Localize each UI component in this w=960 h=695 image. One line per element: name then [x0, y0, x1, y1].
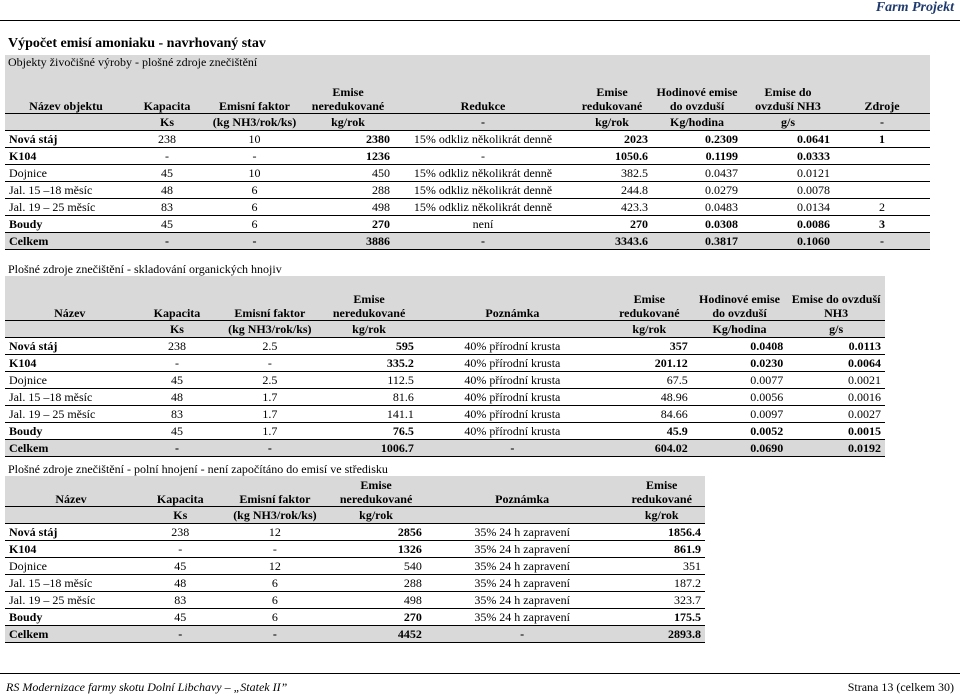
value-cell: 540: [326, 558, 426, 575]
value-cell: 0.0052: [692, 423, 788, 440]
total-value: -: [426, 626, 619, 643]
total-value: 2893.8: [618, 626, 705, 643]
value-cell: 423.3: [572, 199, 652, 216]
column-header: Emise do ovzduší NH3: [787, 276, 885, 321]
total-value: -: [135, 440, 220, 457]
total-value: -: [834, 233, 930, 250]
total-value: -: [207, 233, 302, 250]
value-cell: 1: [834, 131, 930, 148]
column-header: Název objektu: [5, 69, 127, 114]
column-header: Redukce: [394, 69, 572, 114]
value-cell: 3: [834, 216, 930, 233]
total-value: 1006.7: [320, 440, 418, 457]
column-header: Emise redukované: [618, 476, 705, 507]
value-cell: 81.6: [320, 389, 418, 406]
value-cell: 10: [207, 131, 302, 148]
value-cell: 0.0027: [787, 406, 885, 423]
column-header: Hodinové emise do ovzduší: [652, 69, 742, 114]
value-cell: 0.0077: [692, 372, 788, 389]
value-cell: 48: [135, 389, 220, 406]
value-cell: 270: [302, 216, 394, 233]
row-name-cell: Jal. 15 –18 měsíc: [5, 182, 127, 199]
row-name-cell: K104: [5, 355, 135, 372]
unit-cell: (kg NH3/rok/ks): [224, 507, 327, 524]
footer-rule: [0, 673, 960, 674]
value-cell: 12: [224, 558, 327, 575]
value-cell: 1326: [326, 541, 426, 558]
row-name-cell: Nová stáj: [5, 338, 135, 355]
unit-cell: -: [394, 114, 572, 131]
column-header: Hodinové emise do ovzduší: [692, 276, 788, 321]
value-cell: -: [135, 355, 220, 372]
row-name-cell: Jal. 19 – 25 měsíc: [5, 199, 127, 216]
total-value: -: [137, 626, 224, 643]
total-value: -: [219, 440, 320, 457]
value-cell: 450: [302, 165, 394, 182]
value-cell: -: [224, 541, 327, 558]
value-cell: 0.0021: [787, 372, 885, 389]
value-cell: 238: [127, 131, 207, 148]
value-cell: 2380: [302, 131, 394, 148]
unit-cell: kg/rok: [618, 507, 705, 524]
value-cell: 2023: [572, 131, 652, 148]
unit-cell: kg/rok: [320, 321, 418, 338]
value-cell: 0.0016: [787, 389, 885, 406]
value-cell: 0.1199: [652, 148, 742, 165]
value-cell: 0.0408: [692, 338, 788, 355]
value-cell: 270: [572, 216, 652, 233]
value-cell: 15% odkliz několikrát denně: [394, 165, 572, 182]
unit-cell: (kg NH3/rok/ks): [219, 321, 320, 338]
value-cell: 2.5: [219, 338, 320, 355]
value-cell: 35% 24 h zapravení: [426, 541, 619, 558]
total-value: -: [418, 440, 607, 457]
value-cell: 6: [224, 609, 327, 626]
table-row: [5, 165, 930, 182]
value-cell: 67.5: [607, 372, 692, 389]
value-cell: 10: [207, 165, 302, 182]
value-cell: 0.0064: [787, 355, 885, 372]
row-name-cell: Dojnice: [5, 558, 137, 575]
value-cell: 83: [127, 199, 207, 216]
value-cell: 595: [320, 338, 418, 355]
value-cell: -: [394, 148, 572, 165]
unit-cell: [5, 507, 137, 524]
value-cell: 238: [137, 524, 224, 541]
unit-cell: Ks: [135, 321, 220, 338]
column-header: Emise neredukované: [320, 276, 418, 321]
unit-cell: [418, 321, 607, 338]
column-header: Název: [5, 476, 137, 507]
unit-cell: kg/rok: [607, 321, 692, 338]
column-header: Poznámka: [418, 276, 607, 321]
value-cell: 6: [207, 182, 302, 199]
table-row: [5, 148, 930, 165]
value-cell: 323.7: [618, 592, 705, 609]
unit-cell: [5, 114, 127, 131]
table-row: [5, 182, 930, 199]
value-cell: 45.9: [607, 423, 692, 440]
unit-cell: (kg NH3/rok/ks): [207, 114, 302, 131]
table-row: [5, 592, 705, 609]
row-name-cell: Nová stáj: [5, 524, 137, 541]
value-cell: 40% přírodní krusta: [418, 389, 607, 406]
value-cell: 201.12: [607, 355, 692, 372]
column-header: Emise redukované: [572, 69, 652, 114]
value-cell: 6: [207, 216, 302, 233]
table-field-section: [5, 462, 930, 643]
column-header: Kapacita: [127, 69, 207, 114]
value-cell: 0.0056: [692, 389, 788, 406]
table-field: [5, 476, 705, 643]
value-cell: 112.5: [320, 372, 418, 389]
value-cell: 2: [834, 199, 930, 216]
value-cell: 187.2: [618, 575, 705, 592]
value-cell: 0.0641: [742, 131, 834, 148]
value-cell: 35% 24 h zapravení: [426, 558, 619, 575]
value-cell: 0.0134: [742, 199, 834, 216]
value-cell: 6: [224, 575, 327, 592]
row-name-cell: Boudy: [5, 216, 127, 233]
table-row: [5, 199, 930, 216]
row-name-cell: Dojnice: [5, 372, 135, 389]
table-storage-section: [5, 262, 930, 457]
value-cell: 0.0086: [742, 216, 834, 233]
value-cell: 2856: [326, 524, 426, 541]
total-value: 604.02: [607, 440, 692, 457]
table-row: [5, 355, 885, 372]
total-value: -: [127, 233, 207, 250]
row-name-cell: Boudy: [5, 609, 137, 626]
brand-label: Farm Projekt: [875, 0, 954, 15]
value-cell: 861.9: [618, 541, 705, 558]
value-cell: 1.7: [219, 423, 320, 440]
column-header: Kapacita: [135, 276, 220, 321]
value-cell: -: [207, 148, 302, 165]
unit-cell: [5, 321, 135, 338]
value-cell: 40% přírodní krusta: [418, 338, 607, 355]
value-cell: -: [137, 541, 224, 558]
value-cell: 244.8: [572, 182, 652, 199]
value-cell: 45: [137, 609, 224, 626]
value-cell: 0.0121: [742, 165, 834, 182]
column-header: Emise neredukované: [302, 69, 394, 114]
table-storage: [5, 276, 885, 457]
row-name-cell: K104: [5, 148, 127, 165]
row-name-cell: Jal. 15 –18 měsíc: [5, 389, 135, 406]
table-row: [5, 406, 885, 423]
row-name-cell: Jal. 19 – 25 měsíc: [5, 406, 135, 423]
value-cell: není: [394, 216, 572, 233]
total-row: [5, 626, 705, 643]
table-row: [5, 609, 705, 626]
unit-cell: -: [834, 114, 930, 131]
value-cell: 0.0113: [787, 338, 885, 355]
table-row: [5, 541, 705, 558]
value-cell: 0.0437: [652, 165, 742, 182]
table-row: [5, 216, 930, 233]
value-cell: 238: [135, 338, 220, 355]
value-cell: 288: [302, 182, 394, 199]
value-cell: 40% přírodní krusta: [418, 406, 607, 423]
column-header: Emise do ovzduší NH3: [742, 69, 834, 114]
column-header: Emisní faktor: [224, 476, 327, 507]
value-cell: 2.5: [219, 372, 320, 389]
value-cell: 1856.4: [618, 524, 705, 541]
value-cell: 288: [326, 575, 426, 592]
value-cell: 35% 24 h zapravení: [426, 592, 619, 609]
value-cell: 498: [326, 592, 426, 609]
total-row: [5, 233, 930, 250]
value-cell: -: [127, 148, 207, 165]
table-row: [5, 131, 930, 148]
value-cell: 83: [135, 406, 220, 423]
row-name-cell: K104: [5, 541, 137, 558]
value-cell: [834, 148, 930, 165]
value-cell: 40% přírodní krusta: [418, 423, 607, 440]
value-cell: [834, 182, 930, 199]
value-cell: 0.0333: [742, 148, 834, 165]
unit-cell: Kg/hodina: [652, 114, 742, 131]
column-header: Kapacita: [137, 476, 224, 507]
value-cell: 48: [127, 182, 207, 199]
value-cell: -: [219, 355, 320, 372]
value-cell: 0.0483: [652, 199, 742, 216]
value-cell: 48.96: [607, 389, 692, 406]
value-cell: 35% 24 h zapravení: [426, 524, 619, 541]
footer-page-number: Strana 13 (celkem 30): [847, 680, 954, 694]
value-cell: 0.0279: [652, 182, 742, 199]
value-cell: [834, 165, 930, 182]
value-cell: 351: [618, 558, 705, 575]
unit-cell: g/s: [787, 321, 885, 338]
value-cell: 45: [135, 372, 220, 389]
header-rule: [0, 20, 960, 21]
row-name-cell: Boudy: [5, 423, 135, 440]
total-value: 0.0690: [692, 440, 788, 457]
value-cell: 40% přírodní krusta: [418, 355, 607, 372]
column-header: Název: [5, 276, 135, 321]
value-cell: 76.5: [320, 423, 418, 440]
total-value: 0.0192: [787, 440, 885, 457]
total-value: 3886: [302, 233, 394, 250]
value-cell: 48: [137, 575, 224, 592]
column-header: Emisní faktor: [219, 276, 320, 321]
table-row: [5, 389, 885, 406]
unit-cell: kg/rok: [572, 114, 652, 131]
table-row: [5, 372, 885, 389]
table-row: [5, 423, 885, 440]
value-cell: 15% odkliz několikrát denně: [394, 182, 572, 199]
total-value: 4452: [326, 626, 426, 643]
table-livestock-title: Objekty živočišné výroby - plošné zdroje znečištění: [5, 55, 930, 69]
value-cell: 498: [302, 199, 394, 216]
value-cell: 175.5: [618, 609, 705, 626]
table-row: [5, 575, 705, 592]
table-row: [5, 338, 885, 355]
total-value: -: [394, 233, 572, 250]
value-cell: 1050.6: [572, 148, 652, 165]
row-name-cell: Dojnice: [5, 165, 127, 182]
column-header: Emisní faktor: [207, 69, 302, 114]
footer-project: RS Modernizace farmy skotu Dolní Libchavy – „Statek II”: [6, 680, 288, 694]
value-cell: 40% přírodní krusta: [418, 372, 607, 389]
unit-cell: [426, 507, 619, 524]
unit-cell: g/s: [742, 114, 834, 131]
row-name-cell: Jal. 19 – 25 měsíc: [5, 592, 137, 609]
total-value: 0.1060: [742, 233, 834, 250]
value-cell: 83: [137, 592, 224, 609]
value-cell: 382.5: [572, 165, 652, 182]
value-cell: 45: [137, 558, 224, 575]
value-cell: 1236: [302, 148, 394, 165]
value-cell: 45: [127, 216, 207, 233]
unit-cell: kg/rok: [302, 114, 394, 131]
column-header: Emise redukované: [607, 276, 692, 321]
value-cell: 335.2: [320, 355, 418, 372]
column-header: Emise neredukované: [326, 476, 426, 507]
value-cell: 0.0015: [787, 423, 885, 440]
total-label: Celkem: [5, 233, 127, 250]
value-cell: 1.7: [219, 406, 320, 423]
total-label: Celkem: [5, 626, 137, 643]
value-cell: 15% odkliz několikrát denně: [394, 131, 572, 148]
value-cell: 35% 24 h zapravení: [426, 575, 619, 592]
value-cell: 1.7: [219, 389, 320, 406]
total-value: 0.3817: [652, 233, 742, 250]
value-cell: 0.0097: [692, 406, 788, 423]
unit-cell: Kg/hodina: [692, 321, 788, 338]
page-title: Výpočet emisí amoniaku - navrhovaný stav: [8, 36, 266, 51]
row-name-cell: Jal. 15 –18 měsíc: [5, 575, 137, 592]
value-cell: 6: [207, 199, 302, 216]
column-header: Zdroje: [834, 69, 930, 114]
table-field-title: Plošné zdroje znečištění - polní hnojení - není započítáno do emisí ve středisku: [8, 462, 388, 476]
table-livestock-section: [5, 55, 930, 250]
value-cell: 0.0230: [692, 355, 788, 372]
value-cell: 270: [326, 609, 426, 626]
value-cell: 15% odkliz několikrát denně: [394, 199, 572, 216]
value-cell: 45: [135, 423, 220, 440]
value-cell: 357: [607, 338, 692, 355]
total-label: Celkem: [5, 440, 135, 457]
table-storage-title: Plošné zdroje znečištění - skladování organických hnojiv: [8, 262, 282, 276]
table-livestock: [5, 69, 930, 250]
unit-cell: Ks: [137, 507, 224, 524]
column-header: Poznámka: [426, 476, 619, 507]
value-cell: 35% 24 h zapravení: [426, 609, 619, 626]
table-row: [5, 524, 705, 541]
value-cell: 84.66: [607, 406, 692, 423]
value-cell: 0.2309: [652, 131, 742, 148]
total-value: 3343.6: [572, 233, 652, 250]
value-cell: 6: [224, 592, 327, 609]
value-cell: 141.1: [320, 406, 418, 423]
value-cell: 0.0308: [652, 216, 742, 233]
value-cell: 0.0078: [742, 182, 834, 199]
row-name-cell: Nová stáj: [5, 131, 127, 148]
unit-cell: Ks: [127, 114, 207, 131]
value-cell: 45: [127, 165, 207, 182]
table-row: [5, 558, 705, 575]
unit-cell: kg/rok: [326, 507, 426, 524]
value-cell: 12: [224, 524, 327, 541]
total-row: [5, 440, 885, 457]
total-value: -: [224, 626, 327, 643]
